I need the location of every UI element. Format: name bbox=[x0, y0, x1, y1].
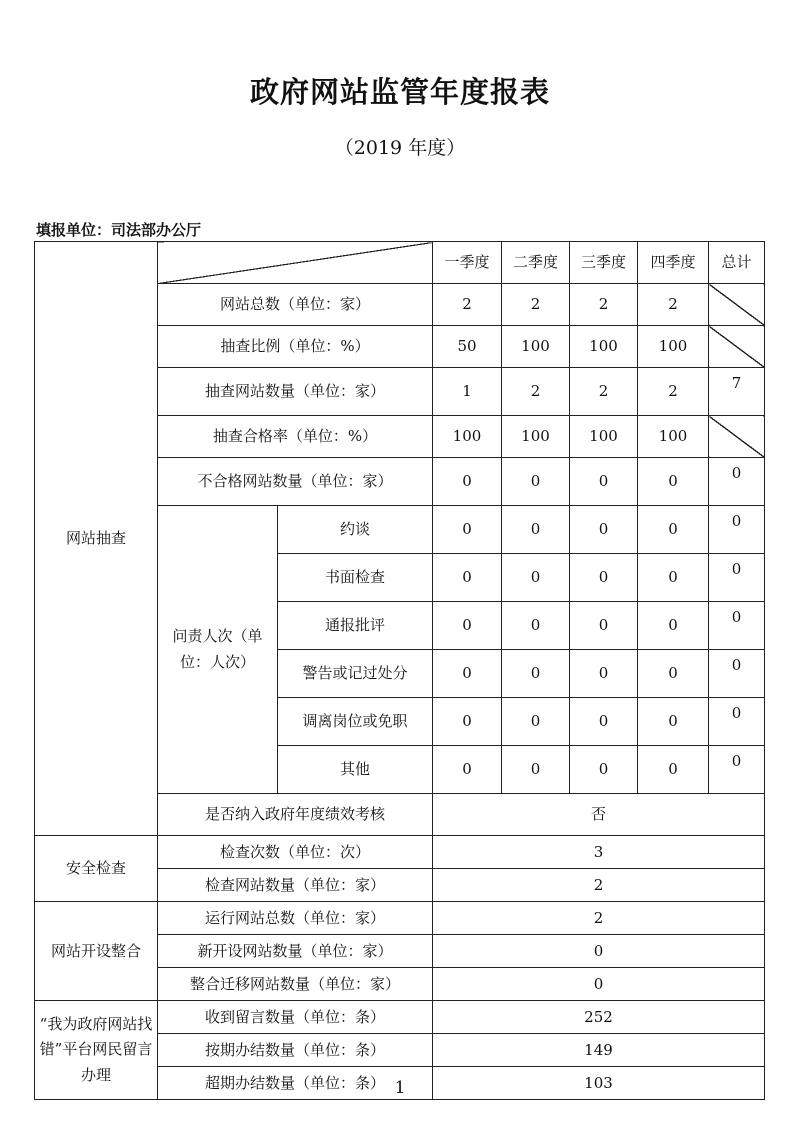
q1-value: 100 bbox=[433, 416, 502, 458]
q3-value: 0 bbox=[570, 746, 638, 794]
q4-value: 0 bbox=[638, 506, 709, 554]
group-site-setup: 网站开设整合 bbox=[35, 902, 158, 1001]
row-label: 调离岗位或免职 bbox=[278, 698, 433, 746]
q1-value: 0 bbox=[433, 602, 502, 650]
total-value: 0 bbox=[709, 746, 765, 794]
page-number: 1 bbox=[394, 1078, 406, 1098]
q3-value: 0 bbox=[570, 506, 638, 554]
table-row bbox=[35, 1001, 765, 1034]
row-label: 其他 bbox=[278, 746, 433, 794]
q1-value: 0 bbox=[433, 458, 502, 506]
q4-value: 2 bbox=[638, 368, 709, 416]
total-empty-cell bbox=[709, 326, 765, 368]
q3-value: 0 bbox=[570, 458, 638, 506]
q1-value: 1 bbox=[433, 368, 502, 416]
header-row bbox=[35, 242, 765, 284]
q3-value: 2 bbox=[570, 368, 638, 416]
performance-value: 否 bbox=[433, 794, 765, 836]
row-label: 书面检查 bbox=[278, 554, 433, 602]
group-inspection: 网站抽查 bbox=[35, 242, 158, 836]
row-label: 运行网站总数（单位：家） bbox=[158, 902, 433, 935]
q4-value: 0 bbox=[638, 602, 709, 650]
row-label: 网站总数（单位：家） bbox=[158, 284, 433, 326]
header-q3: 三季度 bbox=[570, 242, 638, 284]
q1-value: 0 bbox=[433, 698, 502, 746]
row-value: 3 bbox=[433, 836, 765, 869]
q2-value: 0 bbox=[502, 458, 570, 506]
q2-value: 0 bbox=[502, 602, 570, 650]
total-empty-cell bbox=[709, 416, 765, 458]
total-value: 0 bbox=[709, 458, 765, 506]
total-value: 0 bbox=[709, 602, 765, 650]
row-label: 抽查比例（单位：%） bbox=[158, 326, 433, 368]
q3-value: 2 bbox=[570, 284, 638, 326]
report-year: （2019 年度） bbox=[334, 137, 466, 159]
q4-value: 0 bbox=[638, 698, 709, 746]
header-diagonal-cell bbox=[158, 242, 433, 284]
q3-value: 0 bbox=[570, 602, 638, 650]
q3-value: 100 bbox=[570, 416, 638, 458]
q2-value: 0 bbox=[502, 698, 570, 746]
row-value: 0 bbox=[433, 968, 765, 1001]
row-value: 2 bbox=[433, 902, 765, 935]
row-label: 通报批评 bbox=[278, 602, 433, 650]
row-label: 超期办结数量（单位：条） bbox=[158, 1067, 433, 1100]
q1-value: 2 bbox=[433, 284, 502, 326]
q3-value: 0 bbox=[570, 650, 638, 698]
reporting-unit: 填报单位：司法部办公厅 bbox=[36, 221, 202, 239]
q4-value: 100 bbox=[638, 416, 709, 458]
row-label: 抽查合格率（单位：%） bbox=[158, 416, 433, 458]
total-value: 0 bbox=[709, 506, 765, 554]
header-q2: 二季度 bbox=[502, 242, 570, 284]
q1-value: 50 bbox=[433, 326, 502, 368]
q2-value: 2 bbox=[502, 284, 570, 326]
row-label: 警告或记过处分 bbox=[278, 650, 433, 698]
q4-value: 0 bbox=[638, 746, 709, 794]
report-table bbox=[34, 241, 765, 1100]
group-wrong-finding: “我为政府网站找错”平台网民留言办理 bbox=[35, 1001, 158, 1100]
q3-value: 0 bbox=[570, 698, 638, 746]
group-security: 安全检查 bbox=[35, 836, 158, 902]
row-label: 约谈 bbox=[278, 506, 433, 554]
report-title: 政府网站监管年度报表 bbox=[249, 75, 550, 109]
total-value: 7 bbox=[709, 368, 765, 416]
row-label: 收到留言数量（单位：条） bbox=[158, 1001, 433, 1034]
total-value: 0 bbox=[709, 650, 765, 698]
q4-value: 2 bbox=[638, 284, 709, 326]
row-label: 不合格网站数量（单位：家） bbox=[158, 458, 433, 506]
total-empty-cell bbox=[709, 284, 765, 326]
total-value: 0 bbox=[709, 554, 765, 602]
q2-value: 0 bbox=[502, 650, 570, 698]
group-accountability: 问责人次（单位：人次） bbox=[158, 506, 278, 794]
q2-value: 0 bbox=[502, 554, 570, 602]
q2-value: 0 bbox=[502, 506, 570, 554]
q4-value: 0 bbox=[638, 650, 709, 698]
row-label: 检查次数（单位：次） bbox=[158, 836, 433, 869]
row-value: 149 bbox=[433, 1034, 765, 1067]
q2-value: 100 bbox=[502, 326, 570, 368]
row-label: 是否纳入政府年度绩效考核 bbox=[158, 794, 433, 836]
q2-value: 2 bbox=[502, 368, 570, 416]
q2-value: 100 bbox=[502, 416, 570, 458]
q2-value: 0 bbox=[502, 746, 570, 794]
row-label: 按期办结数量（单位：条） bbox=[158, 1034, 433, 1067]
q4-value: 0 bbox=[638, 458, 709, 506]
q1-value: 0 bbox=[433, 506, 502, 554]
row-label: 新开设网站数量（单位：家） bbox=[158, 935, 433, 968]
header-total: 总计 bbox=[709, 242, 765, 284]
q1-value: 0 bbox=[433, 650, 502, 698]
total-value: 0 bbox=[709, 698, 765, 746]
row-value: 252 bbox=[433, 1001, 765, 1034]
q4-value: 100 bbox=[638, 326, 709, 368]
table-row bbox=[35, 902, 765, 935]
q3-value: 100 bbox=[570, 326, 638, 368]
row-value: 0 bbox=[433, 935, 765, 968]
header-q4: 四季度 bbox=[638, 242, 709, 284]
q4-value: 0 bbox=[638, 554, 709, 602]
row-label: 整合迁移网站数量（单位：家） bbox=[158, 968, 433, 1001]
row-label: 抽查网站数量（单位：家） bbox=[158, 368, 433, 416]
q3-value: 0 bbox=[570, 554, 638, 602]
q1-value: 0 bbox=[433, 554, 502, 602]
table-row bbox=[35, 836, 765, 869]
row-label: 检查网站数量（单位：家） bbox=[158, 869, 433, 902]
header-q1: 一季度 bbox=[433, 242, 502, 284]
row-value: 2 bbox=[433, 869, 765, 902]
row-value: 103 bbox=[433, 1067, 765, 1100]
q1-value: 0 bbox=[433, 746, 502, 794]
